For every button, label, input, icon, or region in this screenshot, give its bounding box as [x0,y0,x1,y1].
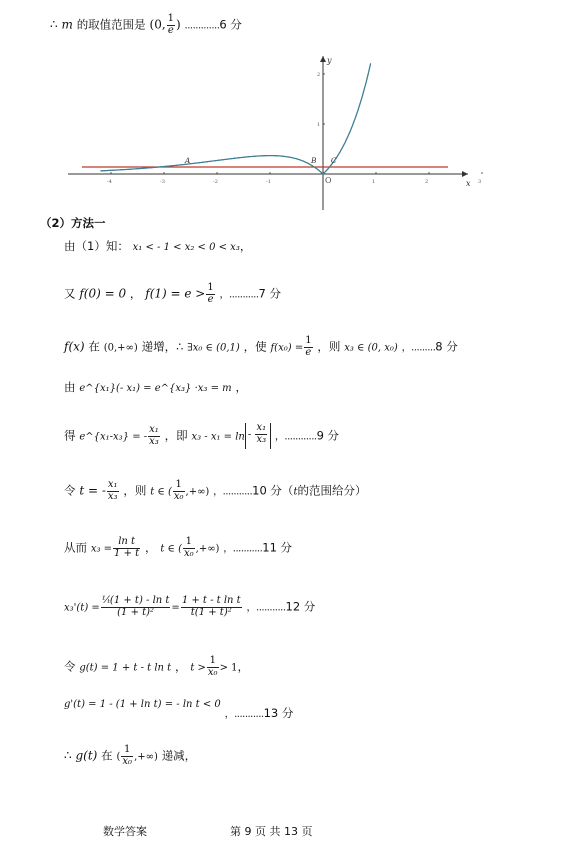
y-tick-label-0: 1 [317,122,321,128]
step-l3: f(x) 在 (0,+∞) 递增，∴ ∃x₀ ∈ (0,1) ，使 f(x₀) = $\frac{1}{e}$ ，则 x₃ ∈ (0, x₀) ，.........8 分 [64,335,458,358]
x-tick-label-2: -2 [213,179,218,185]
x-tick-label-7: 3 [478,179,482,185]
x-tick-label-3: -1 [266,179,271,185]
footer-page-number: 第 9 页 共 13 页 [230,825,313,838]
step-l7: 从而 x₃ = $\frac{\text{ln t}}{1 + t}$ ， t ∈ ( $\frac{1}{\text{x₀}}$ ,+∞) ，...........11 分 [64,536,293,559]
y-tick-label-1: 2 [317,72,321,78]
step-l4: 由 e^{x₁}(- x₁) = e^{x₃} ·x₃ = m ， [64,380,247,394]
x-tick-label-5: 1 [372,179,376,185]
x-axis-arrow [462,171,468,177]
x-tick-label-6: 2 [425,179,429,185]
step-l6: 令 t = - $\frac{\text{x₁}}{\text{x₃}}$ ，则 t ∈ ( $\frac{1}{\text{x₀}}$ ,+∞) ，...........10 分（t的范围给分） [64,479,367,502]
step-l9: 令 g(t) = 1 + t - t ln t ， t > $\frac{1}{\text{x₀}}$ > 1， [64,655,249,678]
point-label-A: A [184,156,191,165]
step-l1: 由（1）知： x₁ < - 1 < x₂ < 0 < x₃， [64,239,252,253]
step-l5: 得 e^{x₁-x₃} = - $\frac{\text{x₁}}{\text{x₃}}$ ，即 x₃ - x₁ = ln - $\frac{\text{x₁}}{\text{x₃}}$ ，............9 分 [64,423,339,449]
x-tick-label-4: O [325,176,332,185]
step-l2: 又 f(0) = 0 ， f(1) = e > $\frac{1}{e}$ ，...........7 分 [64,282,281,305]
step-l11: ∴ g(t) 在 ( $\frac{1}{\text{x₀}}$ ,+∞) 递减， [64,744,197,767]
therefore-symbol: ∴ [50,17,58,32]
range-conclusion: ∴ m 的取值范围是 (0, $\frac{1}{e}$ ) .............6 分 [50,13,242,36]
point-label-C: C [330,156,337,165]
step-l8: x₃'(t) = $\frac{\text{¹⁄ₜ(1 + t) - ln t}}{\text{(1 + t)²}}$ = $\frac{\text{1 + t - t ln t}}{\text{t(1 + t)²}}$ ，...........12 分 [64,595,316,618]
part2-title: （2）方法一 [40,216,106,230]
y-axis-arrow [320,56,326,62]
x-axis-label: x [466,179,471,188]
x-tick-label-1: -3 [160,179,165,185]
step-l10: g'(t) = 1 - (1 + ln t) = - ln t < 0 $_{,...........}$13 分 [64,699,294,720]
x-tick-label-0: -4 [107,179,112,185]
footer-subject: 数学答案 [103,825,147,838]
point-label-B: B [310,156,317,165]
function-graph [68,52,482,212]
y-axis-label: y [327,56,332,65]
